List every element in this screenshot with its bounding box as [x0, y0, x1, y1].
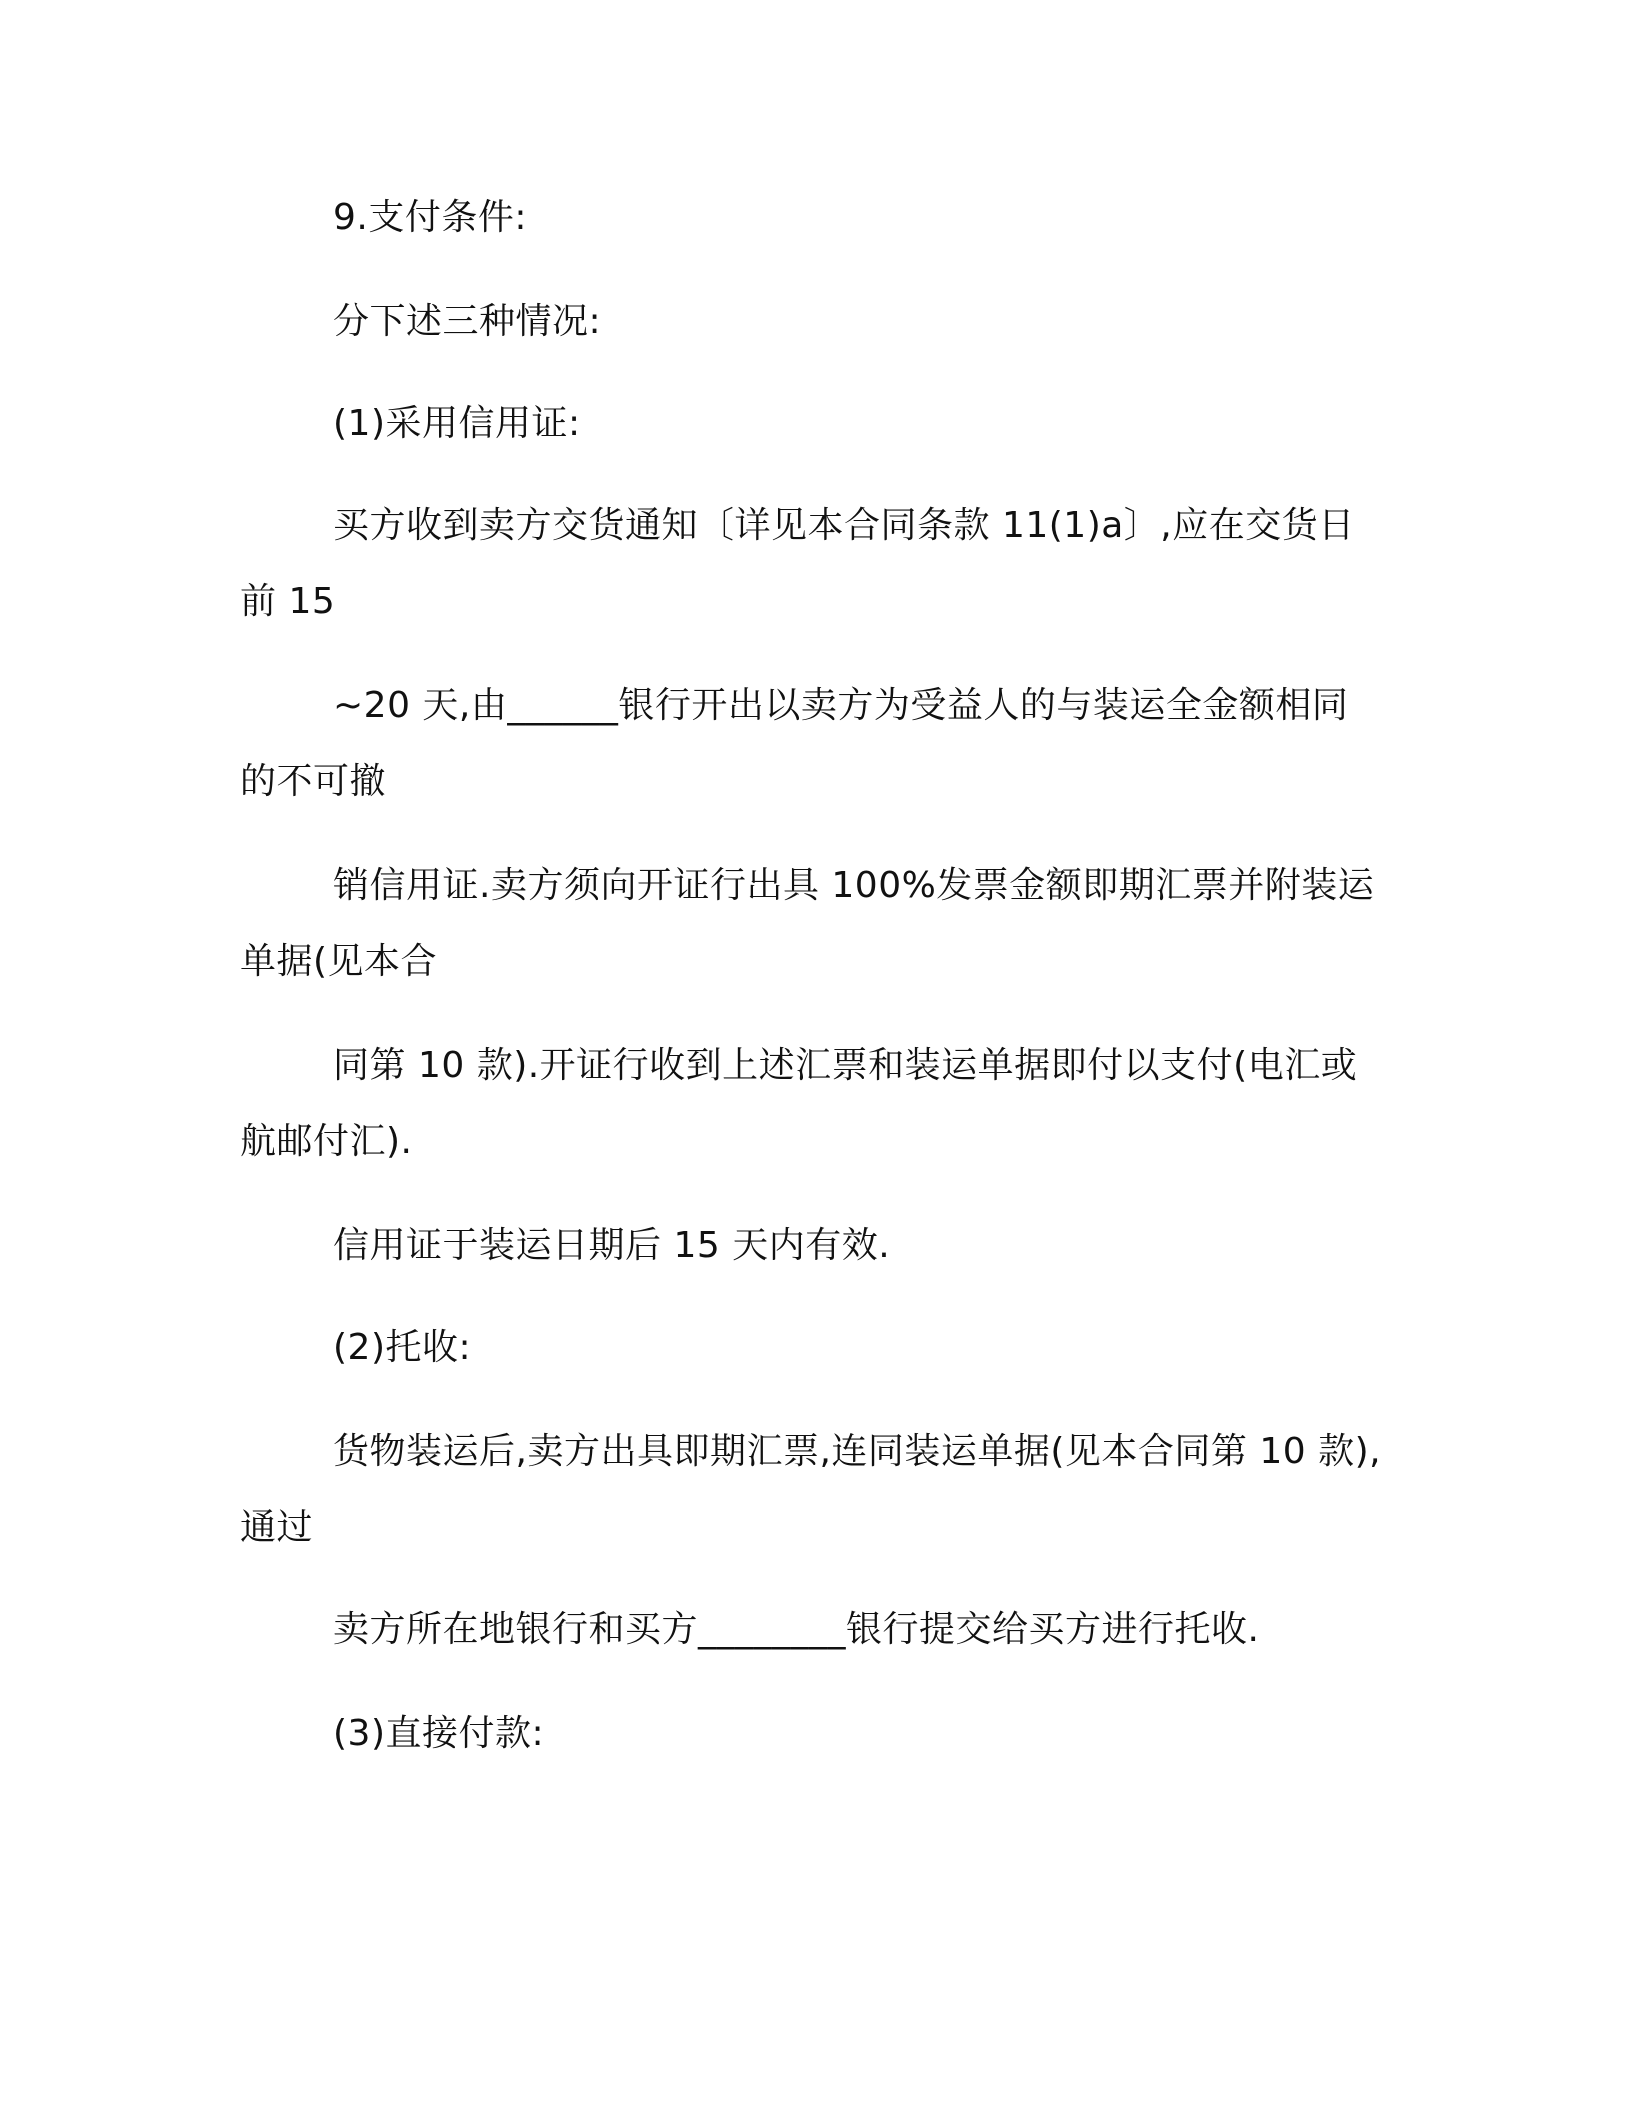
intro-text: 分下述三种情况:	[333, 301, 602, 342]
paragraph-line: 销信用证.卖方须向开证行出具 100%发票金额即期汇票并附装运	[333, 865, 1375, 906]
paragraph-line: 信用证于装运日期后 15 天内有效.	[333, 1225, 891, 1266]
section-heading: 9.支付条件:	[333, 197, 527, 238]
paragraph-line: 同第 10 款).开证行收到上述汇票和装运单据即付以支付(电汇或	[333, 1045, 1358, 1086]
paragraph-line: 货物装运后,卖方出具即期汇票,连同装运单据(见本合同第 10 款),	[333, 1431, 1382, 1472]
paragraph-line: 买方收到卖方交货通知〔详见本合同条款 11(1)a〕,应在交货日	[333, 505, 1355, 546]
paragraph-line: 卖方所在地银行和买方________银行提交给买方进行托收.	[333, 1609, 1260, 1650]
paragraph-line: 航邮付汇).	[240, 1121, 413, 1162]
paragraph-line: 的不可撤	[240, 761, 387, 802]
paragraph-line: ~20 天,由______银行开出以卖方为受益人的与装运全金额相同	[333, 685, 1349, 726]
subsection-title-letter-of-credit: (1)采用信用证:	[333, 403, 581, 444]
subsection-title-direct-payment: (3)直接付款:	[333, 1713, 545, 1754]
paragraph-line: 通过	[240, 1507, 314, 1548]
paragraph-line: 单据(见本合	[240, 941, 438, 982]
subsection-title-collection: (2)托收:	[333, 1327, 472, 1368]
paragraph-line: 前 15	[240, 581, 336, 622]
